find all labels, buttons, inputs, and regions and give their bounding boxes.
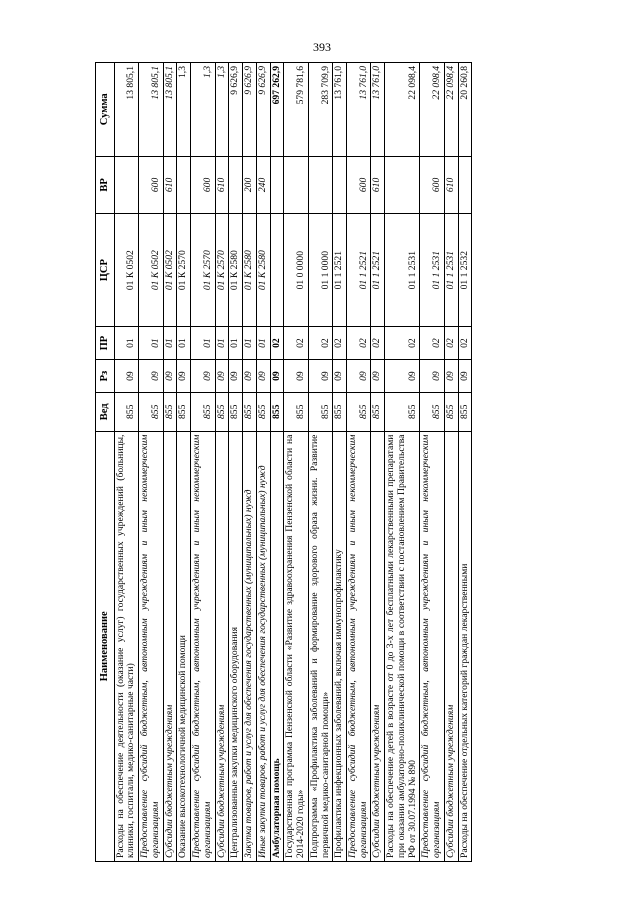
- cell-rz: 09: [444, 360, 458, 393]
- cell-ved: 855: [256, 393, 270, 432]
- cell-csr: 01 К 2580: [243, 214, 257, 327]
- cell-csr: 01 1 2532: [458, 214, 472, 327]
- cell-ved: 855: [229, 393, 243, 432]
- cell-vr: 600: [139, 156, 163, 214]
- cell-sum: 22 098,4: [444, 63, 458, 157]
- cell-pr: 02: [346, 327, 370, 360]
- cell-name: Субсидии бюджетным учреждениям: [371, 431, 385, 861]
- cell-ved: 855: [308, 393, 332, 432]
- cell-ved: 855: [385, 393, 420, 432]
- cell-ved: 855: [333, 393, 347, 432]
- cell-sum: 13 805,1: [139, 63, 163, 157]
- cell-vr: 610: [215, 156, 229, 214]
- cell-pr: 01: [139, 327, 163, 360]
- cell-sum: 9 626,9: [256, 63, 270, 157]
- table-row: [346, 63, 370, 862]
- cell-pr: 01: [163, 327, 177, 360]
- cell-sum: 697 262,9: [270, 63, 284, 157]
- cell-vr: [333, 156, 347, 214]
- cell-sum: 579 781,6: [284, 63, 308, 157]
- cell-rz: 09: [114, 360, 138, 393]
- cell-name: Предоставление субсидий бюджетным, автономным учреждениям и иным некоммерческим организациям: [420, 431, 444, 861]
- cell-vr: [114, 156, 138, 214]
- cell-vr: 610: [371, 156, 385, 214]
- cell-vr: 600: [191, 156, 215, 214]
- cell-csr: 01 1 2521: [333, 214, 347, 327]
- table-row: [444, 63, 458, 862]
- cell-csr: 01 К 2570: [215, 214, 229, 327]
- table-row: [256, 63, 270, 862]
- cell-ved: 855: [346, 393, 370, 432]
- header-csr: ЦСР: [96, 214, 115, 327]
- cell-sum: 283 709,9: [308, 63, 332, 157]
- header-name: Наименование: [96, 431, 115, 861]
- cell-csr: 01 1 0000: [308, 214, 332, 327]
- cell-rz: 09: [270, 360, 284, 393]
- cell-sum: 22 098,4: [385, 63, 420, 157]
- cell-sum: 1,3: [191, 63, 215, 157]
- table-row: [371, 63, 385, 862]
- cell-ved: 855: [243, 393, 257, 432]
- cell-pr: 02: [284, 327, 308, 360]
- cell-vr: 600: [346, 156, 370, 214]
- table-row: [229, 63, 243, 862]
- cell-csr: 01 К 0502: [114, 214, 138, 327]
- cell-ved: 855: [163, 393, 177, 432]
- table-row: [215, 63, 229, 862]
- cell-vr: [270, 156, 284, 214]
- budget-table: [95, 62, 472, 862]
- cell-vr: [385, 156, 420, 214]
- cell-vr: [229, 156, 243, 214]
- cell-csr: 01 К 0502: [163, 214, 177, 327]
- cell-name: Предоставление субсидий бюджетным, автономным учреждениям и иным некоммерческим организациям: [139, 431, 163, 861]
- cell-rz: 09: [229, 360, 243, 393]
- cell-vr: [308, 156, 332, 214]
- cell-sum: 1,3: [177, 63, 191, 157]
- header-pr: ПР: [96, 327, 115, 360]
- cell-sum: 20 260,8: [458, 63, 472, 157]
- cell-vr: 240: [256, 156, 270, 214]
- cell-vr: 600: [420, 156, 444, 214]
- cell-name: Амбулаторная помощь: [270, 431, 284, 861]
- cell-rz: 09: [346, 360, 370, 393]
- cell-sum: 9 626,9: [243, 63, 257, 157]
- table-row: [420, 63, 444, 862]
- cell-name: Субсидии бюджетным учреждениям: [163, 431, 177, 861]
- cell-sum: 9 626,9: [229, 63, 243, 157]
- cell-ved: 855: [458, 393, 472, 432]
- cell-rz: 09: [215, 360, 229, 393]
- cell-name: Профилактика инфекционных заболеваний, включая иммунопрофилактику: [333, 431, 347, 861]
- cell-pr: 01: [191, 327, 215, 360]
- cell-pr: 02: [371, 327, 385, 360]
- table-row: [139, 63, 163, 862]
- cell-name: Государственная программа Пензенской области «Развитие здравоохранения Пензенской области на 2014-2020 годы»: [284, 431, 308, 861]
- cell-rz: 09: [256, 360, 270, 393]
- cell-pr: 01: [256, 327, 270, 360]
- cell-csr: [270, 214, 284, 327]
- table-row: [243, 63, 257, 862]
- cell-rz: 09: [191, 360, 215, 393]
- cell-csr: 01 1 2521: [346, 214, 370, 327]
- cell-name: Расходы на обеспечение отдельных категорий граждан лекарственными: [458, 431, 472, 861]
- header-sum: Сумма: [96, 63, 115, 157]
- cell-rz: 09: [163, 360, 177, 393]
- cell-name: Расходы на обеспечение деятельности (оказание услуг) государственных учреждений (больницы, клиники, госпитали, медико-санитарные части): [114, 431, 138, 861]
- cell-name: Подпрограмма «Профилактика заболеваний и формирование здорового образа жизни. Развитие первичной медико-санитарной помощи»: [308, 431, 332, 861]
- table-row: [114, 63, 138, 862]
- header-vr: ВР: [96, 156, 115, 214]
- cell-name: Оказание высокотехнологичной медицинской помощи: [177, 431, 191, 861]
- cell-ved: 855: [215, 393, 229, 432]
- cell-csr: 01 1 2531: [444, 214, 458, 327]
- cell-vr: 610: [444, 156, 458, 214]
- cell-csr: 01 К 2570: [177, 214, 191, 327]
- cell-csr: 01 К 2570: [191, 214, 215, 327]
- cell-vr: 610: [163, 156, 177, 214]
- rotated-content: [95, 62, 570, 862]
- table-row: [385, 63, 420, 862]
- cell-csr: 01 1 2521: [371, 214, 385, 327]
- cell-rz: 09: [177, 360, 191, 393]
- table-row: [333, 63, 347, 862]
- cell-pr: 01: [177, 327, 191, 360]
- table-row: [163, 63, 177, 862]
- cell-sum: 13 761,0: [346, 63, 370, 157]
- table-row: [284, 63, 308, 862]
- cell-pr: 02: [308, 327, 332, 360]
- cell-ved: 855: [284, 393, 308, 432]
- table-row: [458, 63, 472, 862]
- cell-rz: 09: [458, 360, 472, 393]
- cell-pr: 02: [444, 327, 458, 360]
- table-row: [270, 63, 284, 862]
- cell-ved: 855: [420, 393, 444, 432]
- cell-name: Расходы на обеспечение детей в возрасте от 0 до 3-х лет бесплатными лекарственными препаратами при оказании амбулаторно-поликлинической помощи в соответствии с постановлением Правительства РФ от 30.07.1994 № 890: [385, 431, 420, 861]
- cell-rz: 09: [371, 360, 385, 393]
- cell-ved: 855: [371, 393, 385, 432]
- cell-sum: 13 805,1: [163, 63, 177, 157]
- table-row: [308, 63, 332, 862]
- cell-name: Предоставление субсидий бюджетным, автономным учреждениям и иным некоммерческим организациям: [191, 431, 215, 861]
- cell-csr: 01 К 2580: [256, 214, 270, 327]
- cell-name: Субсидии бюджетным учреждениям: [444, 431, 458, 861]
- cell-vr: [284, 156, 308, 214]
- cell-ved: 855: [139, 393, 163, 432]
- cell-name: Иные закупки товаров, работ и услуг для обеспечения государственных (муниципальных) нужд: [256, 431, 270, 861]
- cell-name: Субсидии бюджетным учреждениям: [215, 431, 229, 861]
- page-number: 393: [313, 40, 331, 54]
- cell-name: Централизованные закупки медицинского оборудования: [229, 431, 243, 861]
- cell-sum: 1,3: [215, 63, 229, 157]
- cell-vr: [458, 156, 472, 214]
- cell-csr: 01 1 2531: [420, 214, 444, 327]
- cell-sum: 13 761,0: [371, 63, 385, 157]
- cell-csr: 01 0 0000: [284, 214, 308, 327]
- table-header-row: [96, 63, 115, 862]
- cell-ved: 855: [270, 393, 284, 432]
- cell-rz: 09: [243, 360, 257, 393]
- cell-sum: 13 761,0: [333, 63, 347, 157]
- cell-pr: 01: [229, 327, 243, 360]
- cell-ved: 855: [177, 393, 191, 432]
- cell-name: Предоставление субсидий бюджетным, автономным учреждениям и иным некоммерческим организациям: [346, 431, 370, 861]
- cell-rz: 09: [284, 360, 308, 393]
- cell-pr: 02: [458, 327, 472, 360]
- cell-csr: 01 1 2531: [385, 214, 420, 327]
- cell-rz: 09: [333, 360, 347, 393]
- cell-sum: 22 098,4: [420, 63, 444, 157]
- cell-rz: 09: [139, 360, 163, 393]
- cell-csr: 01 К 0502: [139, 214, 163, 327]
- cell-pr: 02: [385, 327, 420, 360]
- cell-pr: 02: [333, 327, 347, 360]
- rotated-page-area: [95, 62, 570, 862]
- header-rz: Рз: [96, 360, 115, 393]
- cell-csr: 01 К 2580: [229, 214, 243, 327]
- cell-pr: 02: [420, 327, 444, 360]
- cell-pr: 02: [270, 327, 284, 360]
- table-row: [191, 63, 215, 862]
- table-body: [114, 63, 472, 862]
- cell-rz: 09: [385, 360, 420, 393]
- cell-vr: [177, 156, 191, 214]
- cell-name: Закупка товаров, работ и услуг для обеспечения государственных (муниципальных) нужд: [243, 431, 257, 861]
- cell-ved: 855: [114, 393, 138, 432]
- cell-pr: 01: [243, 327, 257, 360]
- cell-pr: 01: [215, 327, 229, 360]
- cell-rz: 09: [308, 360, 332, 393]
- table-row: [177, 63, 191, 862]
- cell-vr: 200: [243, 156, 257, 214]
- header-ved: Вед: [96, 393, 115, 432]
- cell-rz: 09: [420, 360, 444, 393]
- cell-ved: 855: [191, 393, 215, 432]
- cell-pr: 01: [114, 327, 138, 360]
- cell-ved: 855: [444, 393, 458, 432]
- cell-sum: 13 805,1: [114, 63, 138, 157]
